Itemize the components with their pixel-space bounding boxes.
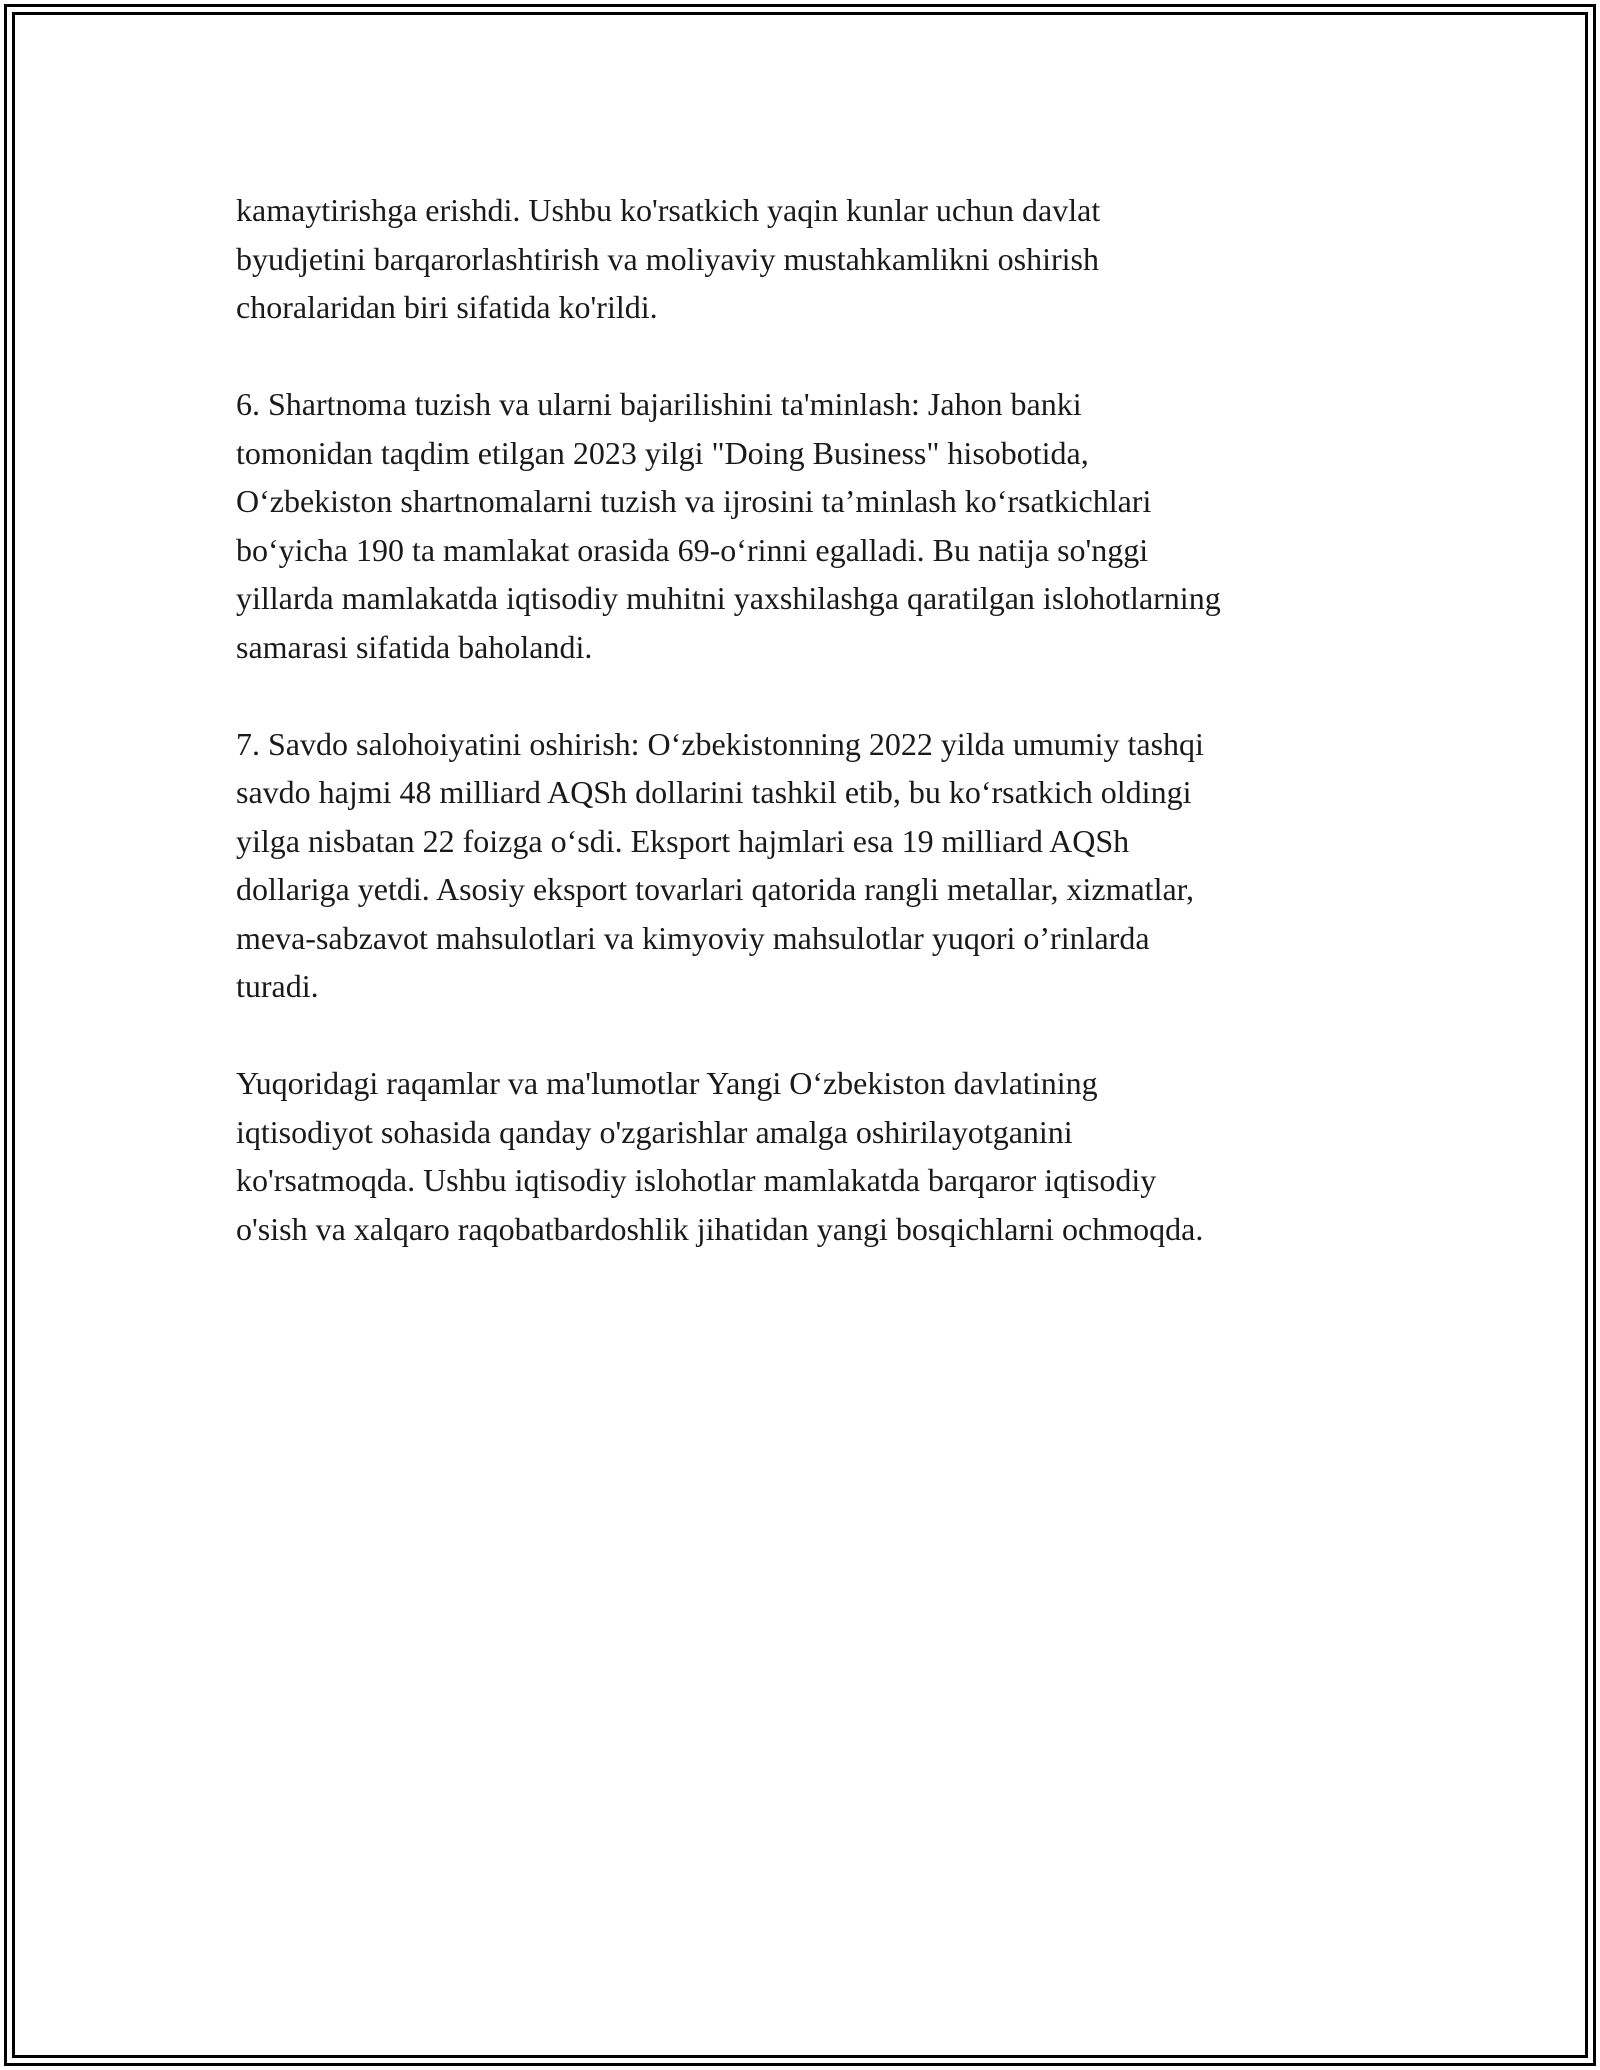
text-line: yilga nisbatan 22 foizga oʻsdi. Eksport hajmlari esa 19 milliard AQSh [236, 822, 1130, 859]
text-line: Oʻzbekiston shartnomalarni tuzish va ijrosini taʼminlash koʻrsatkichlari [236, 483, 1152, 519]
paragraph-summary [236, 1059, 1396, 1253]
text-line: choralaridan biri sifatida ko'rildi. [236, 289, 658, 325]
text-line: tomonidan taqdim etilgan 2023 yilgi "Doing Business" hisobotida, [236, 434, 1089, 471]
text-line: 6. Shartnoma tuzish va ularni bajarilishini ta'minlash: Jahon banki [236, 386, 1082, 422]
text-line: o'sish va xalqaro raqobatbardoshlik jihatidan yangi bosqichlarni ochmoqda. [236, 1210, 1204, 1247]
text-line: meva-sabzavot mahsulotlari va kimyoviy mahsulotlar yuqori o’rinlarda [236, 919, 1150, 956]
text-line: boʻyicha 190 ta mamlakat orasida 69-oʻrinni egalladi. Bu natija so'nggi [236, 531, 1149, 568]
text-line: Yuqoridagi raqamlar va ma'lumotlar Yangi Oʻzbekiston davlatining [236, 1065, 1098, 1101]
text-line: iqtisodiyot sohasida qanday o'zgarishlar amalga oshirilayotganini [236, 1113, 1073, 1150]
text-line: yillarda mamlakatda iqtisodiy muhitni yaxshilashga qaratilgan islohotlarning [236, 580, 1221, 616]
text-line: savdo hajmi 48 milliard AQSh dollarini tashkil etib, bu koʻrsatkich oldingi [236, 774, 1192, 810]
text-line: kamaytirishga erishdi. Ushbu ko'rsatkich yaqin kunlar uchun davlat [236, 192, 1101, 228]
paragraph-contract-enforcement [236, 380, 1396, 671]
text-line: turadi. [236, 968, 319, 1004]
text-line: 7. Savdo salohoiyatini oshirish: Oʻzbekistonning 2022 yilda umumiy tashqi [236, 725, 1204, 762]
paragraph-trade-potential [236, 720, 1396, 1011]
text-line: ko'rsatmoqda. Ushbu iqtisodiy islohotlar mamlakatda barqaror iqtisodiy [236, 1162, 1157, 1198]
text-line: samarasi sifatida baholandi. [236, 628, 593, 665]
paragraph-budget-conclusion [236, 186, 1396, 332]
document-body [236, 186, 1396, 1302]
text-line: dollariga yetdi. Asosiy eksport tovarlari qatorida rangli metallar, xizmatlar, [236, 871, 1195, 907]
text-line: byudjetini barqarorlashtirish va moliyaviy mustahkamlikni oshirish [236, 240, 1099, 277]
